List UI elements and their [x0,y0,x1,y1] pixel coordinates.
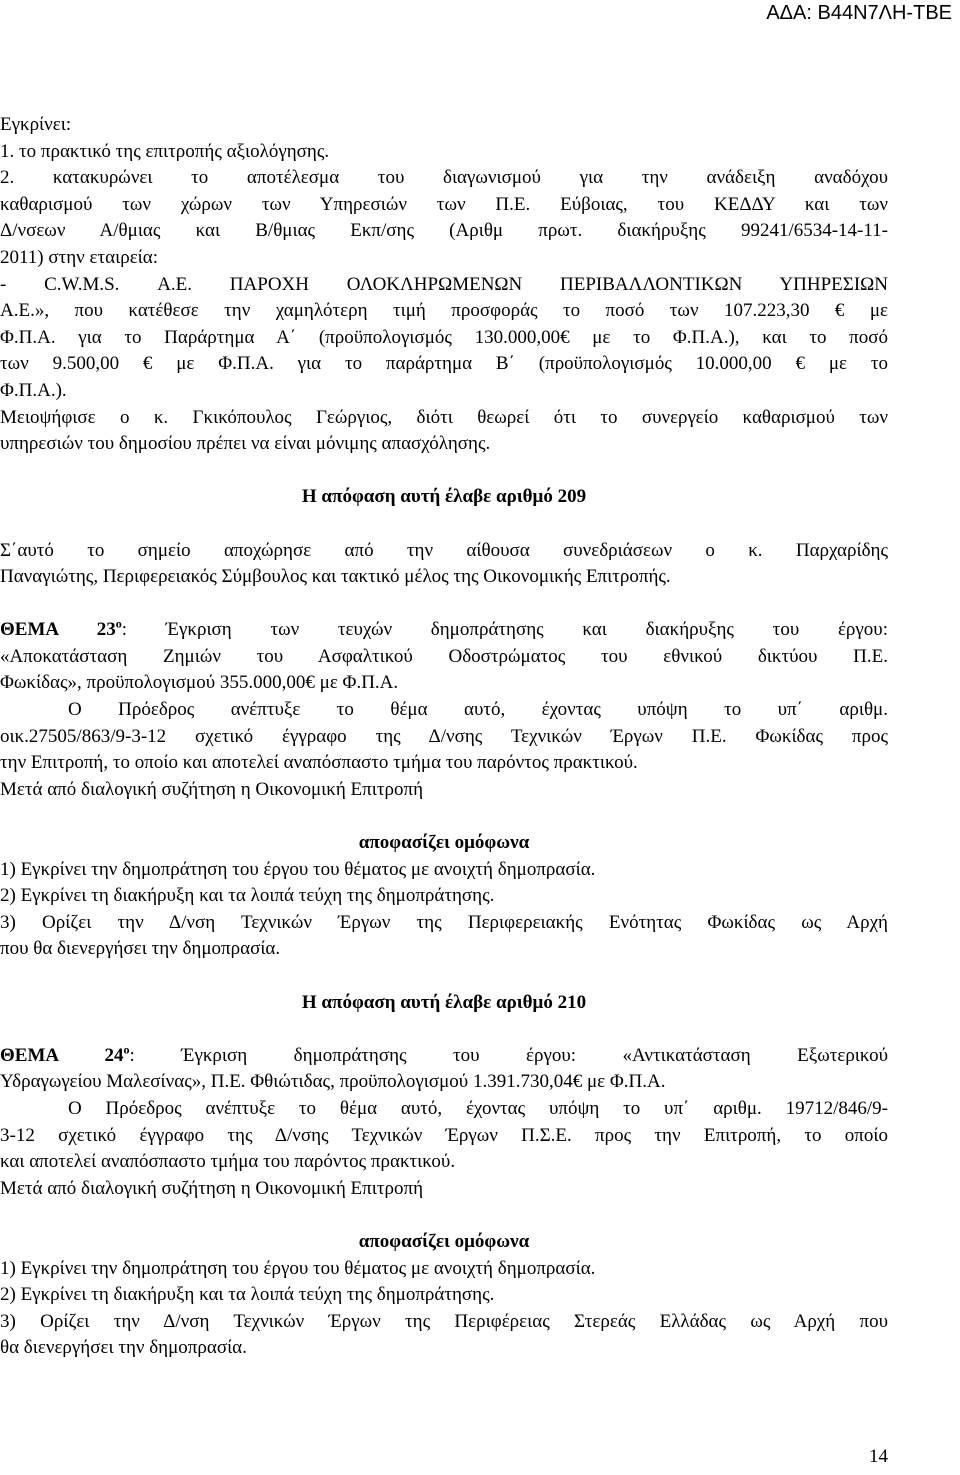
spacer [0,1202,888,1229]
text-line: «Αποκατάσταση Ζημιών του Ασφαλτικού Οδοστρώματος του εθνικού δικτύου Π.Ε. [0,645,888,667]
theme-23-title: ΘΕΜΑ $23^o$: Έγκριση των τευχών δημοπράτησης και διακήρυξης του έργου: [0,617,888,641]
decision-item: 2) Εγκρίνει τη διακήρυξη και τα λοιπά τεύχη της δημοπράτησης. [0,885,495,907]
text-line: Δ/νσεων Α/θμιας και Β/θμιας Εκπ/σης (Αριθμ πρωτ. διακήρυξης 99241/6534-14-11- [0,220,888,242]
decision-item: που θα διενεργήσει την δημοπρασία. [0,938,281,960]
decision-item: 1) Εγκρίνει την δημοπράτηση του έργου του θέματος με ανοιχτή δημοπρασία. [0,1257,596,1279]
spacer [0,458,888,485]
text-line: Φ.Π.Α. για το Παράρτημα Α΄ (προϋπολογισμός 130.000,00€ με το Φ.Π.Α.), και το ποσό [0,326,888,348]
text-line: 1. το πρακτικό της επιτροπής αξιολόγησης. [0,140,330,162]
text-line: Μειοψήφισε ο κ. Γκικόπουλος Γεώργιος, διότι θεωρεί ότι το συνεργείο καθαρισμού των [0,406,888,428]
text-line: Α.Ε.», που κατέθεσε την χαμηλότερη τιμή προσφοράς το ποσό των 107.223,30 € με [0,300,888,322]
theme-24-label: ΘΕΜΑ $24^o$ [0,1042,130,1066]
decides-unanimously: αποφασίζει ομόφωνα [358,1230,530,1252]
text-line: 3-12 σχετικό έγγραφο της Δ/νσης Τεχνικών Έργων Π.Σ.Ε. προς την Επιτροπή, το οποίο [0,1124,888,1146]
text-line: Ο Πρόεδρος ανέπτυξε το θέμα αυτό, έχοντας υπόψη το υπ΄ αριθμ. 19712/846/9- [68,1097,888,1119]
text-line: Παναγιώτης, Περιφερειακός Σύμβουλος και τακτικό μέλος της Οικονομικής Επιτροπής. [0,566,671,588]
text-line: Μετά από διαλογική συζήτηση η Οικονομική Επιτροπή [0,1177,424,1199]
text-line: καθαρισμού των χώρων των Υπηρεσιών των Π.Ε. Εύβοιας, του ΚΕΔΔΥ και των [0,193,888,215]
text-line: - C.W.M.S. Α.Ε. ΠΑΡΟΧΗ ΟΛΟΚΛΗΡΩΜΕΝΩΝ ΠΕΡΙΒΑΛΛΟΝΤΙΚΩΝ ΥΠΗΡΕΣΙΩΝ [0,273,888,295]
text-line: Φ.Π.Α.). [0,379,67,401]
text-line: των 9.500,00 € με Φ.Π.Α. για το παράρτημα Β΄ (προϋπολογισμός 10.000,00 € με το [0,353,888,375]
approves-heading: Εγκρίνει: [0,114,72,135]
text-line: Υδραγωγείου Μαλεσίνας», Π.Ε. Φθιώτιδας, προϋπολογισμού 1.391.730,04€ με Φ.Π.Α. [0,1071,666,1093]
spacer [0,511,888,538]
decision-item: 3) Ορίζει την Δ/νση Τεχνικών Έργων της Περιφέρειας Στερεάς Ελλάδας ως Αρχή που [0,1310,888,1332]
spacer [0,591,888,618]
text-line: Φωκίδας», προϋπολογισμού 355.000,00€ με Φ.Π.Α. [0,672,399,694]
ada-code: ΑΔΑ: Β44Ν7ΛΗ-ΤΒΕ [766,2,952,24]
text-line: 2011) στην εταιρεία: [0,246,159,268]
decision-item: 2) Εγκρίνει τη διακήρυξη και τα λοιπά τεύχη της δημοπράτησης. [0,1284,495,1306]
text-line: 2. κατακυρώνει το αποτέλεσμα του διαγωνισμού για την ανάδειξη αναδόχου [0,167,888,189]
decision-item: 1) Εγκρίνει την δημοπράτηση του έργου του θέματος με ανοιχτή δημοπρασία. [0,858,596,880]
text-line: υπηρεσιών του δημοσίου πρέπει να είναι μόνιμης απασχόλησης. [0,433,491,455]
text-line: την Επιτροπή, το οποίο και αποτελεί αναπόσπαστο τμήμα του παρόντος πρακτικού. [0,752,638,774]
text-line: Μετά από διαλογική συζήτηση η Οικονομική Επιτροπή [0,778,424,800]
spacer [0,963,888,990]
spacer [0,1016,888,1043]
theme-23-label: ΘΕΜΑ $23^o$ [0,617,122,641]
theme-24-title: ΘΕΜΑ $24^o$: Έγκριση δημοπράτησης του έργου: «Αντικατάσταση Εξωτερικού [0,1042,888,1066]
decision-item: 3) Ορίζει την Δ/νση Τεχνικών Έργων της Περιφερειακής Ενότητας Φωκίδας ως Αρχή [0,911,888,933]
text-line: οικ.27505/863/9-3-12 σχετικό έγγραφο της Δ/νσης Τεχνικών Έργων Π.Ε. Φωκίδας προς [0,725,888,747]
spacer [0,803,888,830]
decision-item: θα διενεργήσει την δημοπρασία. [0,1337,247,1359]
text-line: Σ΄αυτό το σημείο αποχώρησε από την αίθουσα συνεδριάσεων ο κ. Παρχαρίδης [0,539,888,561]
decision-number-209: Η απόφαση αυτή έλαβε αριθμό 209 [301,486,587,508]
page-number: 14 [869,1446,888,1467]
decision-number-210: Η απόφαση αυτή έλαβε αριθμό 210 [301,991,587,1013]
text-line: Ο Πρόεδρος ανέπτυξε το θέμα αυτό, έχοντας υπόψη το υπ΄ αριθμ. [68,699,888,721]
text-line: και αποτελεί αναπόσπαστο τμήμα του παρόντος πρακτικού. [0,1151,456,1173]
decides-unanimously: αποφασίζει ομόφωνα [358,832,530,854]
document-body [0,112,888,1362]
